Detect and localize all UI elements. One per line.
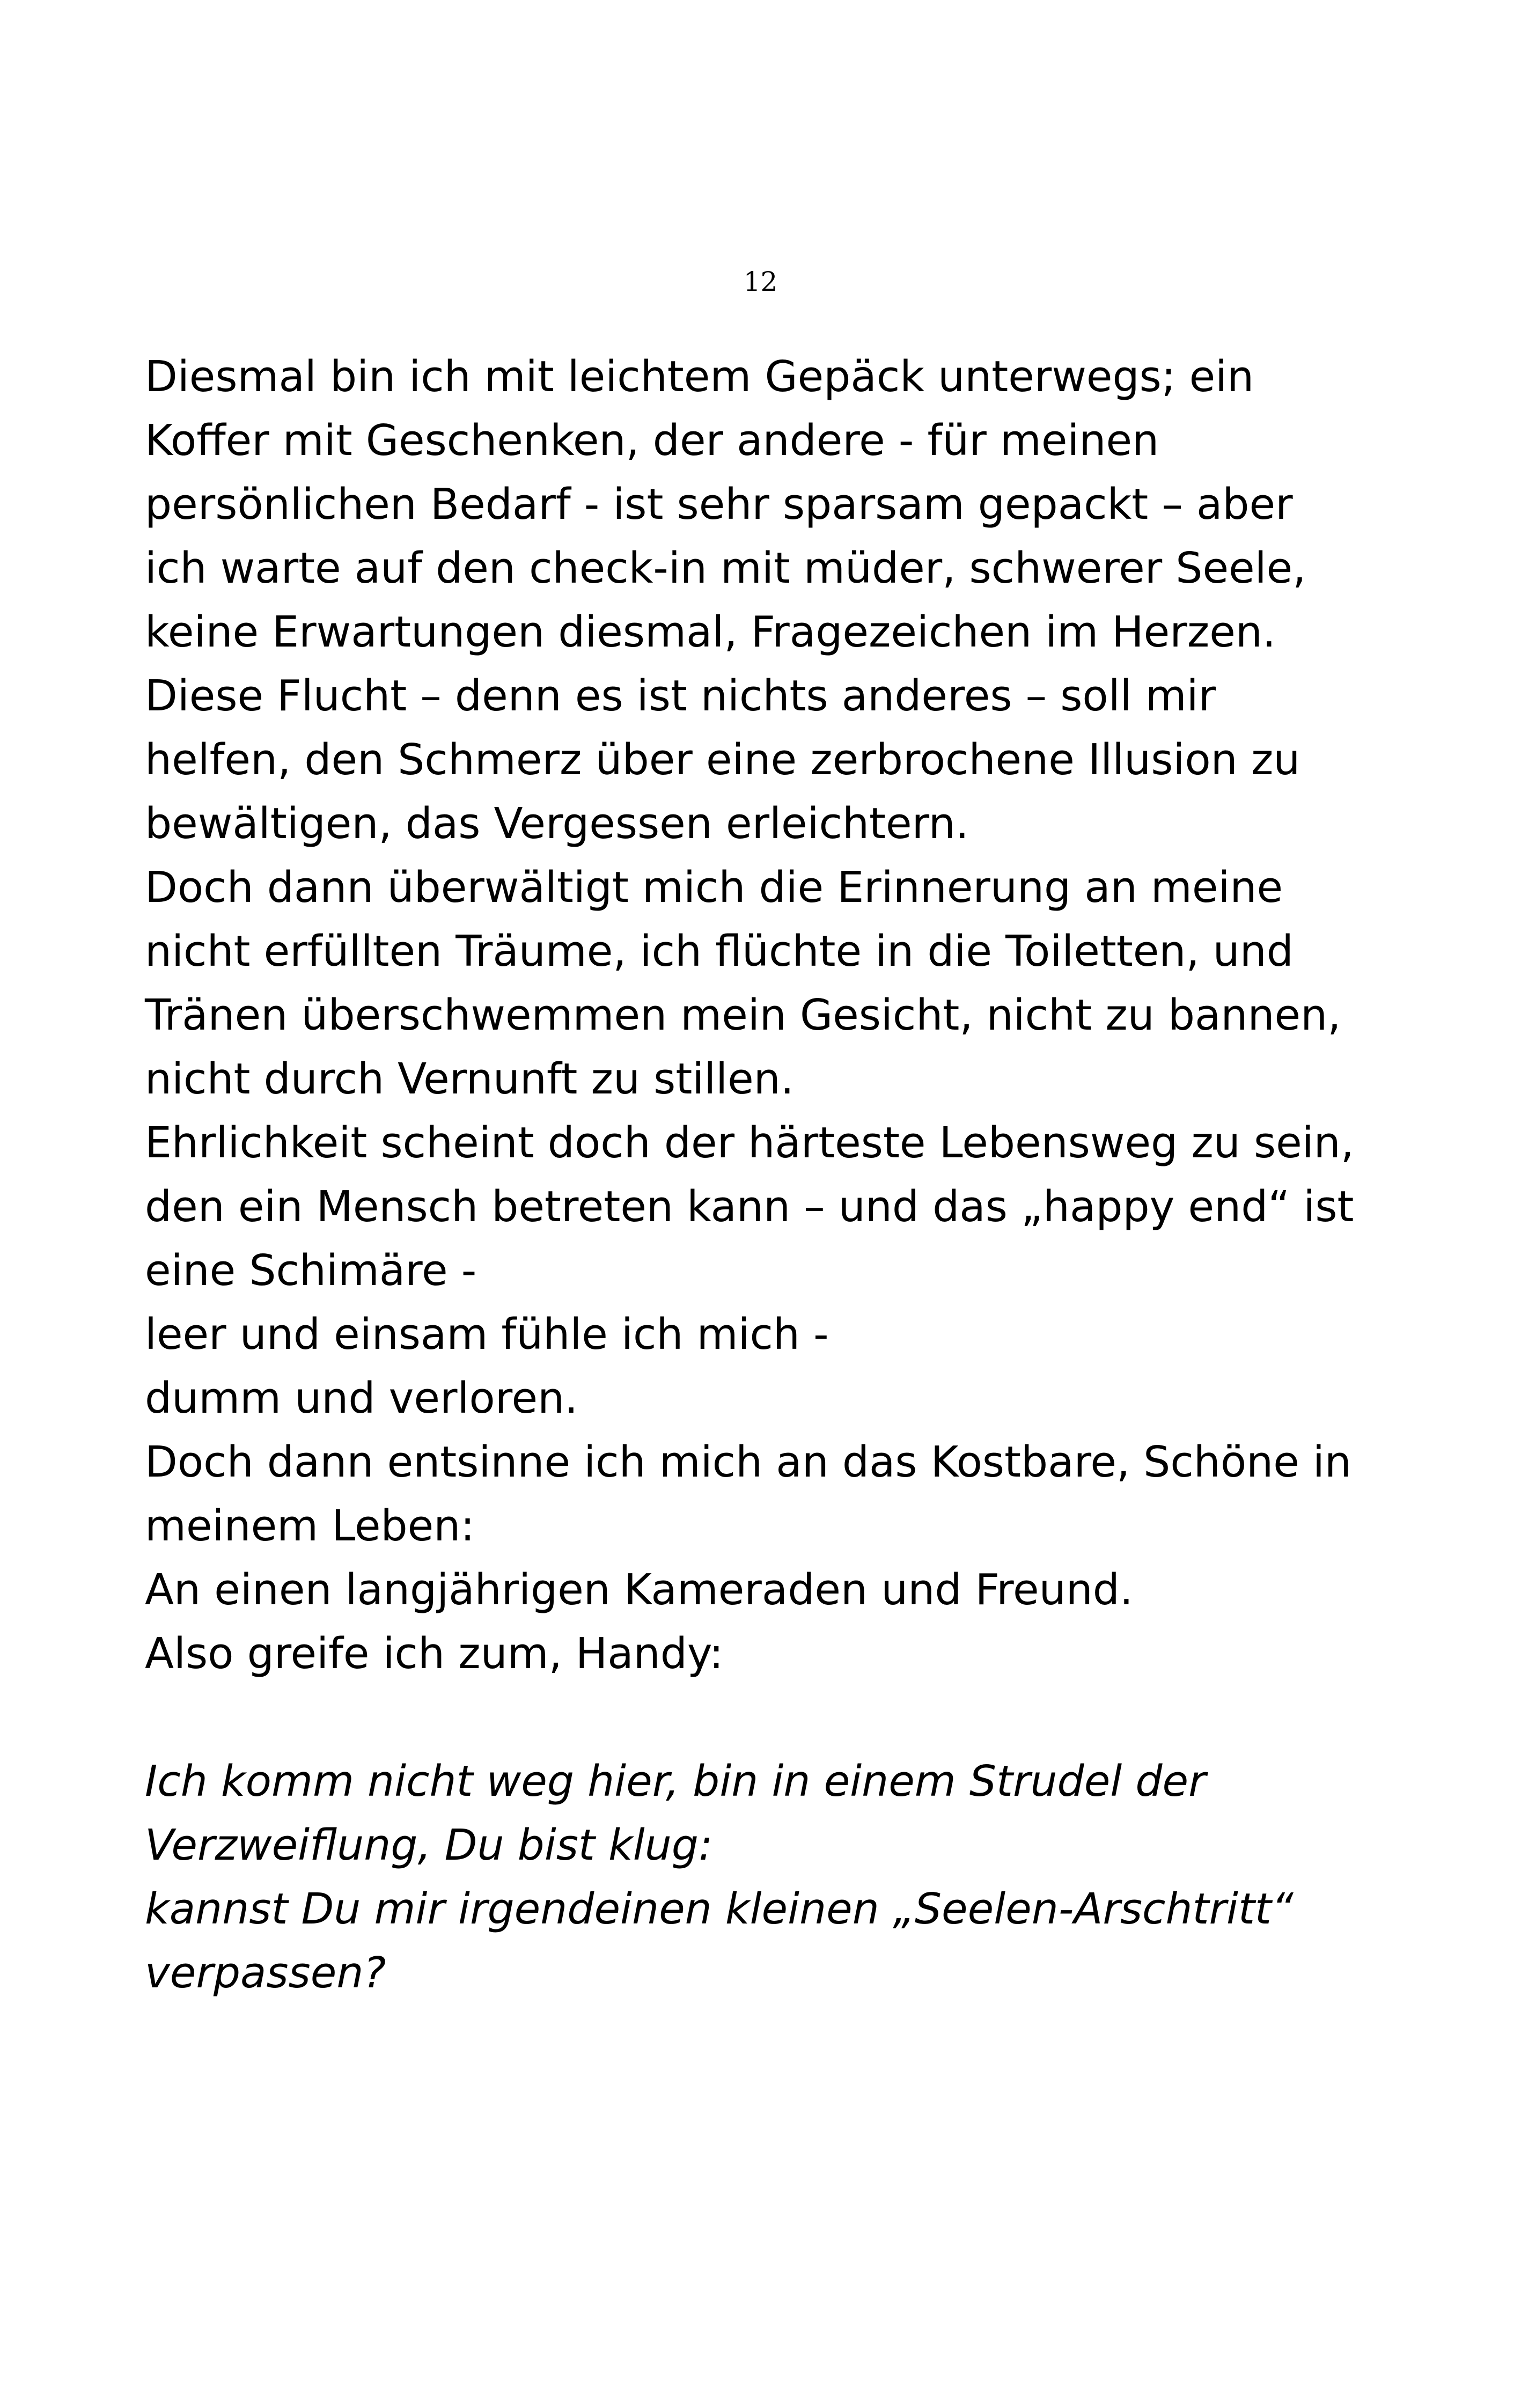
text-line: bewältigen, das Vergessen erleichtern. xyxy=(145,799,969,848)
text-line: Doch dann entsinne ich mich an das Kostbare, Schöne in xyxy=(145,1437,1351,1487)
text-line: helfen, den Schmerz über eine zerbrochene Illusion zu xyxy=(145,735,1300,784)
text-line: Also greife ich zum, Handy: xyxy=(145,1629,724,1678)
text-line: persönlichen Bedarf - ist sehr sparsam gepackt – aber xyxy=(145,480,1293,529)
italic-message-line: Ich komm nicht weg hier, bin in einem Strudel der xyxy=(145,1757,1206,1806)
page-number: 12 xyxy=(743,266,778,297)
text-line: Ehrlichkeit scheint doch der härteste Lebensweg zu sein, xyxy=(145,1118,1354,1168)
text-line: Diesmal bin ich mit leichtem Gepäck unterwegs; ein xyxy=(145,352,1254,401)
text-line: An einen langjährigen Kameraden und Freund. xyxy=(145,1565,1134,1614)
text-line: leer und einsam fühle ich mich - xyxy=(145,1310,829,1359)
text-line: nicht erfüllten Träume, ich flüchte in die Toiletten, und xyxy=(145,927,1294,976)
text-line: Diese Flucht – denn es ist nichts anderes – soll mir xyxy=(145,671,1216,721)
italic-message-line: Verzweiflung, Du bist klug: xyxy=(145,1820,713,1870)
text-line: meinem Leben: xyxy=(145,1501,475,1551)
text-line: keine Erwartungen diesmal, Fragezeichen im Herzen. xyxy=(145,607,1276,657)
text-line: Doch dann überwältigt mich die Erinnerung an meine xyxy=(145,863,1283,912)
italic-message-line: verpassen? xyxy=(145,1948,386,1998)
text-line: nicht durch Vernunft zu stillen. xyxy=(145,1054,794,1104)
text-line: Koffer mit Geschenken, der andere - für meinen xyxy=(145,416,1159,465)
italic-message-line: kannst Du mir irgendeinen kleinen „Seelen-Arschtritt“ xyxy=(145,1884,1294,1934)
body-text xyxy=(145,345,1432,2005)
text-line: Tränen überschwemmen mein Gesicht, nicht zu bannen, xyxy=(145,990,1341,1040)
text-line: ich warte auf den check-in mit müder, schwerer Seele, xyxy=(145,544,1306,593)
text-line: dumm und verloren. xyxy=(145,1374,578,1423)
text-line: den ein Mensch betreten kann – und das „happy end“ ist xyxy=(145,1182,1354,1231)
text-line: eine Schimäre - xyxy=(145,1246,477,1295)
paragraph-gap xyxy=(145,1686,1432,1750)
